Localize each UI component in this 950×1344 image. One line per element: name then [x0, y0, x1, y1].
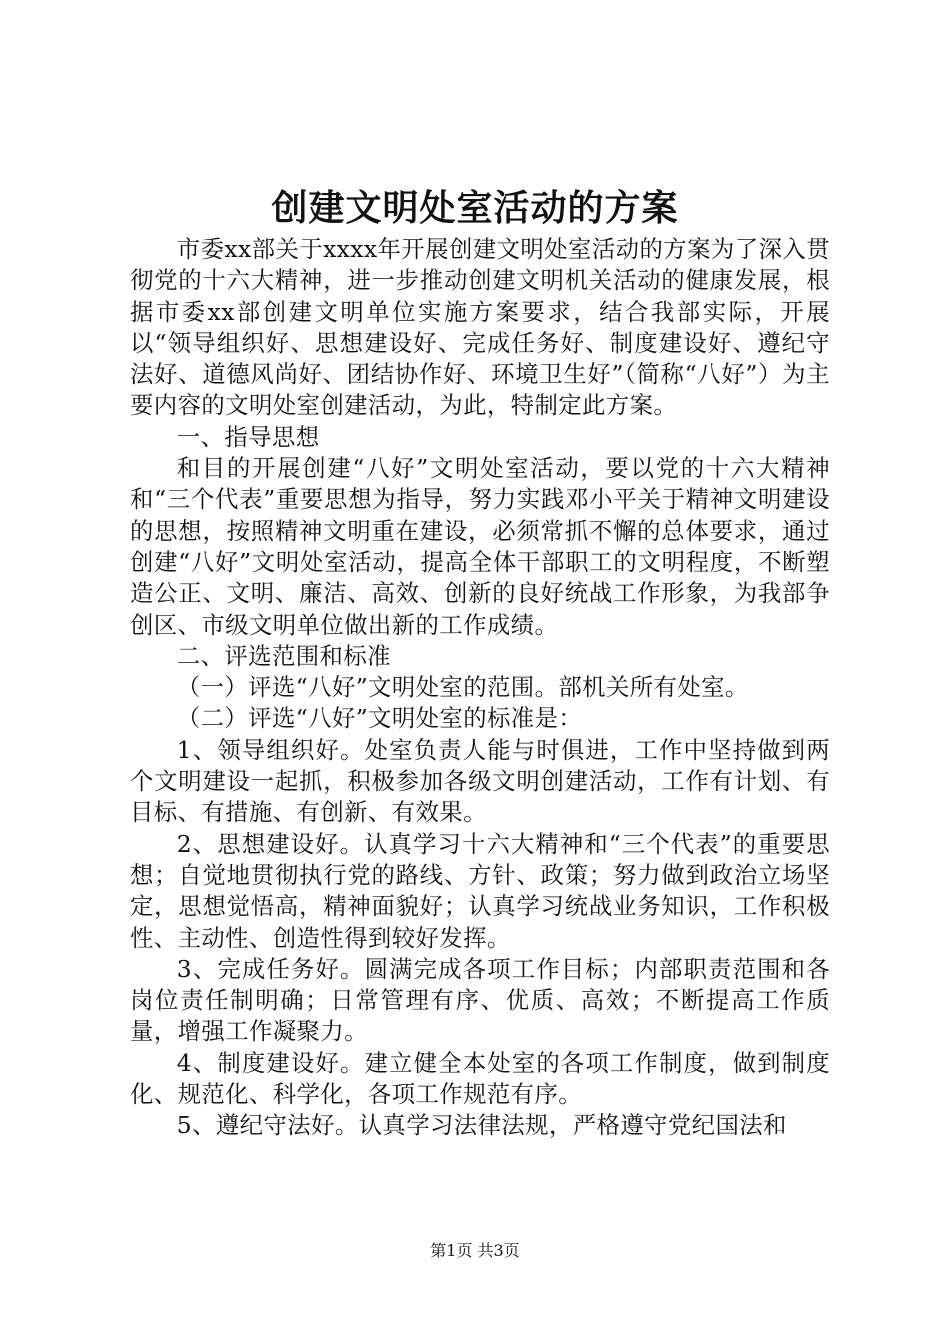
intro-paragraph: 市委xx部关于xxxx年开展创建文明处室活动的方案为了深入贯彻党的十六大精神，进一步推动创建文明机关活动的健康发展，根据市委xx部创建文明单位实施方案要求，结合我部实际，开展以“领导组织好、思想建设好、完成任务好、制度建设好、遵纪守法好、道德风尚好、团结协作好、环境卫生好”（简称“八好”）为主要内容的文明处室创建活动，为此，特制定此方案。 — [130, 235, 830, 420]
standards-intro-paragraph: （二）评选“八好”文明处室的标准是： — [176, 704, 583, 733]
guiding-ideology-paragraph: 和目的开展创建“八好”文明处室活动，要以党的十六大精神和“三个代表”重要思想为指导，努力实践邓小平关于精神文明建设的思想，按照精神文明重在建设，必须常抓不懈的总体要求，通过创建“八好”文明处室活动，提高全体干部职工的文明程度，不断塑造公正、文明、廉洁、高效、创新的良好统战工作形象，为我部争创区、市级文明单位做出新的工作成绩。 — [130, 454, 830, 639]
page-footer: 第1页 共3页 — [430, 1241, 520, 1260]
document-title: 创建文明处室活动的方案 — [271, 187, 679, 229]
section-heading-scope-standards: 二、评选范围和标准 — [176, 641, 391, 670]
scope-paragraph: （一）评选“八好”文明处室的范围。部机关所有处室。 — [176, 673, 749, 702]
standard-item-1: 1、领导组织好。处室负责人能与时俱进，工作中坚持做到两个文明建设一起抓，积极参加各级文明创建活动，工作有计划、有目标、有措施、有创新、有效果。 — [130, 735, 830, 827]
standard-item-4: 4、制度建设好。建立健全本处室的各项工作制度，做到制度化、规范化、科学化，各项工作规范有序。 — [130, 1048, 830, 1109]
standard-item-5: 5、遵纪守法好。认真学习法律法规，严格遵守党纪国法和 — [176, 1111, 787, 1140]
section-heading-guiding-ideology: 一、指导思想 — [176, 422, 320, 451]
standard-item-2: 2、思想建设好。认真学习十六大精神和“三个代表”的重要思想；自觉地贯彻执行党的路线、方针、政策；努力做到政治立场坚定，思想觉悟高，精神面貌好；认真学习统战业务知识，工作积极性、主动性、创造性得到较好发挥。 — [130, 829, 830, 952]
standard-item-3: 3、完成任务好。圆满完成各项工作目标；内部职责范围和各岗位责任制明确；日常管理有序、优质、高效；不断提高工作质量，增强工作凝聚力。 — [130, 954, 830, 1046]
document-body — [130, 234, 830, 1142]
